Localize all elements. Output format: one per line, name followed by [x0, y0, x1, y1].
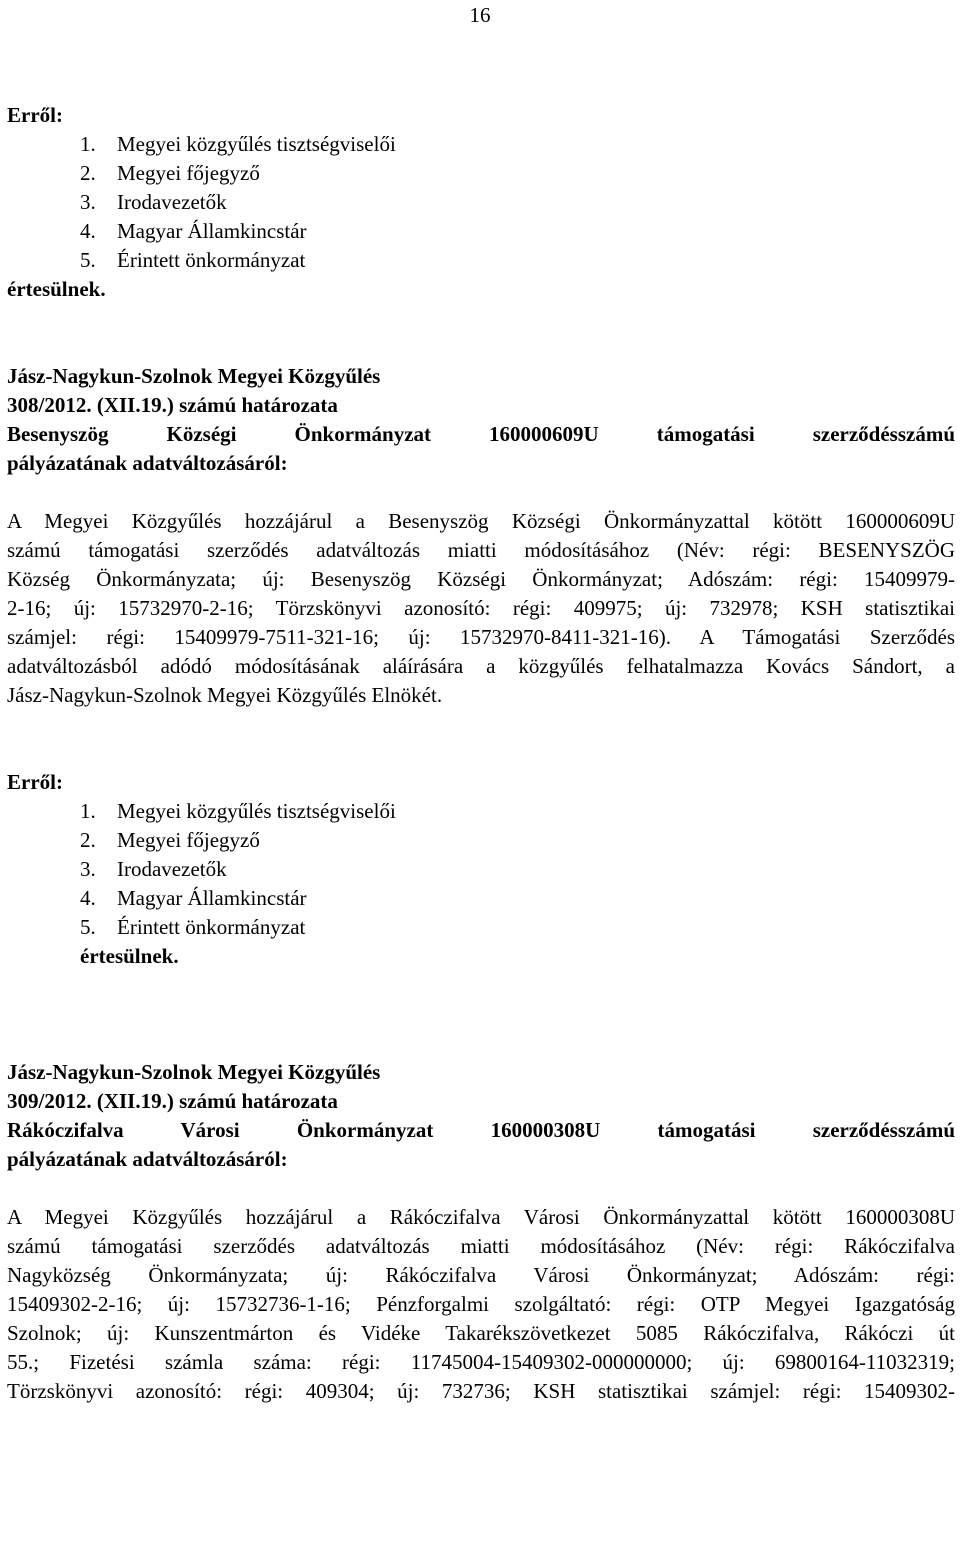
- decision-308: [7, 362, 955, 710]
- body-line: számú támogatási szerződés adatváltozás miatti módosításához (Név: régi: BESENYSZÖG: [7, 538, 955, 562]
- body-line: 15409302-2-16; új: 15732736-1-16; Pénzforgalmi szolgáltató: régi: OTP Megyei Igazgatóság: [7, 1292, 955, 1316]
- recipients-list: [7, 130, 955, 275]
- body-line: számú támogatási szerződés adatváltozás miatti módosításához (Név: régi: Rákóczifalva: [7, 1234, 955, 1258]
- list-item: 5. Érintett önkormányzat: [80, 915, 306, 939]
- decision-309: [7, 1058, 955, 1406]
- decision-number: 308/2012. (XII.19.) számú határozata: [7, 393, 338, 417]
- decision-title-cont: pályázatának adatváltozásáról:: [7, 1147, 288, 1171]
- list-item: 1. Megyei közgyűlés tisztségviselői: [80, 132, 396, 156]
- body-line: A Megyei Közgyűlés hozzájárul a Rákóczifalva Városi Önkormányzattal kötött 160000308U: [7, 1205, 955, 1229]
- notified-label: értesülnek.: [80, 944, 179, 968]
- list-item: 5. Érintett önkormányzat: [80, 248, 306, 272]
- list-item: 1. Megyei közgyűlés tisztségviselői: [80, 799, 396, 823]
- recipients-list: [7, 797, 955, 942]
- page-number: 16: [469, 3, 491, 27]
- list-item: 3. Irodavezetők: [80, 190, 227, 214]
- recipients-block-1: [7, 101, 955, 304]
- errol-label: Erről:: [7, 103, 63, 127]
- body-line: 55.; Fizetési számla száma: régi: 11745004-15409302-000000000; új: 69800164-11032319;: [7, 1350, 955, 1374]
- decision-title: Besenyszög Községi Önkormányzat 160000609U támogatási szerződésszámú: [7, 422, 955, 446]
- errol-label: Erről:: [7, 770, 63, 794]
- body-line: A Megyei Közgyűlés hozzájárul a Besenyszög Községi Önkormányzattal kötött 160000609U: [7, 509, 955, 533]
- notified-label: értesülnek.: [7, 277, 106, 301]
- body-line: Község Önkormányzata; új: Besenyszög Községi Önkormányzat; Adószám: régi: 15409979-: [7, 567, 955, 591]
- body-line: 2-16; új: 15732970-2-16; Törzskönyvi azonosító: régi: 409975; új: 732978; KSH statisztikai: [7, 596, 955, 620]
- decision-header: Jász-Nagykun-Szolnok Megyei Közgyűlés: [7, 1060, 381, 1084]
- decision-title: Rákóczifalva Városi Önkormányzat 160000308U támogatási szerződésszámú: [7, 1118, 955, 1142]
- decision-title-cont: pályázatának adatváltozásáról:: [7, 451, 288, 475]
- list-item: 2. Megyei főjegyző: [80, 828, 260, 852]
- body-line: Törzskönyvi azonosító: régi: 409304; új: 732736; KSH statisztikai számjel: régi: 15409302-: [7, 1379, 955, 1403]
- list-item: 2. Megyei főjegyző: [80, 161, 260, 185]
- recipients-block-2: [7, 768, 955, 971]
- decision-header: Jász-Nagykun-Szolnok Megyei Közgyűlés: [7, 364, 381, 388]
- list-item: 4. Magyar Államkincstár: [80, 886, 307, 910]
- list-item: 4. Magyar Államkincstár: [80, 219, 307, 243]
- body-line: Jász-Nagykun-Szolnok Megyei Közgyűlés Elnökét.: [7, 683, 443, 707]
- decision-body: [7, 507, 955, 710]
- list-item: 3. Irodavezetők: [80, 857, 227, 881]
- body-line: Szolnok; új: Kunszentmárton és Vidéke Takarékszövetkezet 5085 Rákóczifalva, Rákóczi út: [7, 1321, 955, 1345]
- decision-number: 309/2012. (XII.19.) számú határozata: [7, 1089, 338, 1113]
- document-body: [7, 101, 955, 1406]
- body-line: számjel: régi: 15409979-7511-321-16; új: 15732970-8411-321-16). A Támogatási Szerződés: [7, 625, 955, 649]
- decision-body: [7, 1203, 955, 1406]
- body-line: adatváltozásból adódó módosításának aláírására a közgyűlés felhatalmazza Kovács Sándort, a: [7, 654, 955, 678]
- body-line: Nagyközség Önkormányzata; új: Rákóczifalva Városi Önkormányzat; Adószám: régi:: [7, 1263, 955, 1287]
